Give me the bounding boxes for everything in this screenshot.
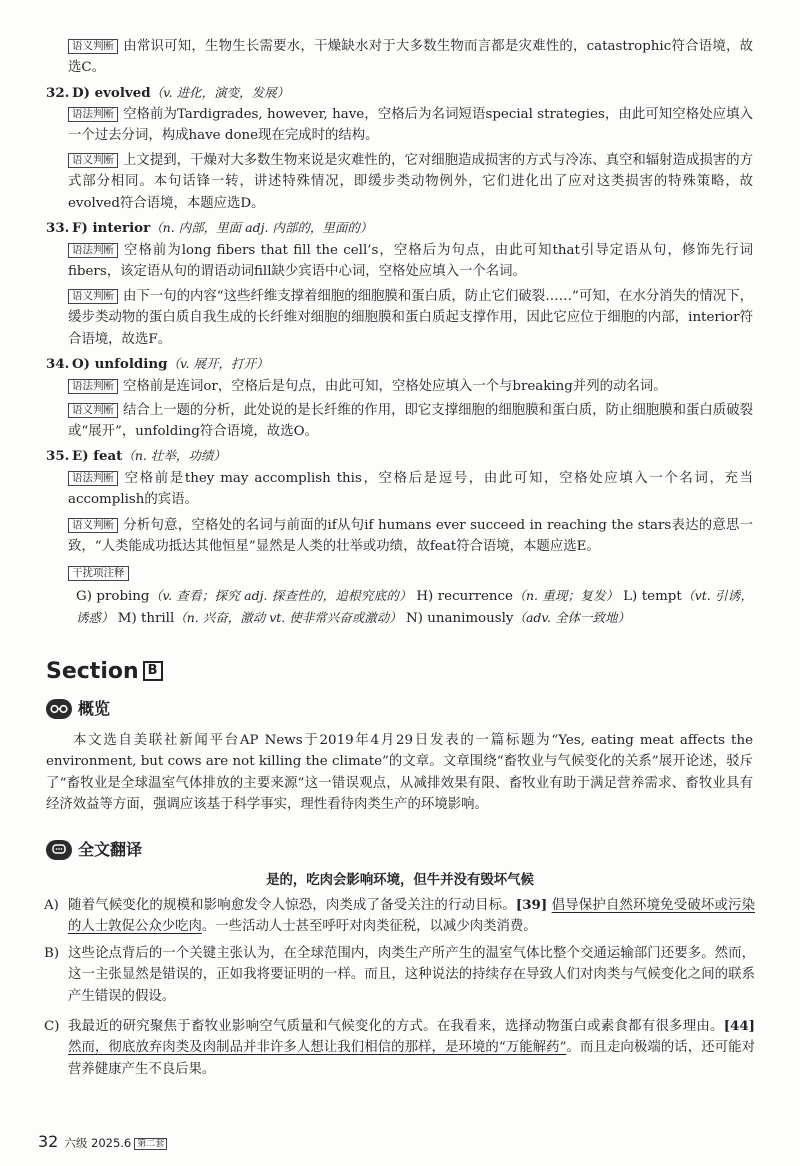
- grammar-tag: 语法判断: [68, 471, 118, 486]
- para-a-letter: A): [44, 898, 59, 913]
- overview-title: 概览: [78, 699, 111, 718]
- section-label: Section: [46, 659, 139, 684]
- q35-semantic-text: 分析句意，空格处的名词与前面的if从句if humans ever succeed in reaching the stars表达的意思一致，“人类能成功抵达其他恒星”显然是人类的壮举或功绩，故feat符合语境，本题应选E。: [68, 518, 753, 555]
- translation-title: 全文翻译: [78, 840, 143, 859]
- distractor-n: N) unanimously: [406, 611, 514, 627]
- para-a-tail: 。一些活动人士甚至呼吁对肉类征税，以减少肉类消费。: [201, 919, 537, 935]
- q34-gloss: （v. 展开，打开）: [167, 356, 269, 371]
- distractor-n-gloss: （adv. 全体一致地）: [513, 610, 630, 626]
- page-number: 32: [38, 1132, 59, 1151]
- semantic-tag: 语义判断: [68, 39, 118, 54]
- volume-badge: 第二套: [134, 1138, 167, 1150]
- distractor-l-gloss: （vt. 引诱，诱惑）: [76, 588, 753, 626]
- para-c-text: 我最近的研究聚焦于畜牧业影响空气质量和气候变化的方式。在我看来，选择动物蛋白或素食都有很多理由。: [68, 1019, 724, 1034]
- distractor-tag: 干扰项注释: [68, 566, 129, 581]
- q32-semantic-block: [68, 150, 753, 214]
- grammar-tag: 语法判断: [68, 107, 118, 122]
- section-title: [46, 658, 163, 686]
- para-c-letter: C): [44, 1019, 60, 1034]
- q32-gloss: （v. 进化，演变，发展）: [150, 85, 290, 100]
- q34-answer-word: O) unfolding: [72, 356, 168, 372]
- para-b: 这些论点背后的一个关键主张认为，在全球范围内，肉类生产所产生的温室气体比整个交通运输部门还要多。然而，这一主张显然是错误的，正如我将要证明的一样。而且，这种说法的持续存在导致人们对肉类与气候变化之间的联系产生错误的假设。: [68, 946, 755, 1004]
- q34-grammar-block: [68, 376, 753, 397]
- q32-grammar-block: [68, 104, 753, 147]
- q34-grammar-text: 空格前是连词or，空格后是句点，由此可知，空格处应填入一个与breaking并列的动名词。: [123, 379, 667, 394]
- q33-number: 33.: [46, 220, 70, 236]
- q33-semantic-block: [68, 286, 753, 350]
- q33-heading: [46, 217, 746, 239]
- distractor-h-gloss: （n. 重现；复发）: [512, 588, 619, 603]
- para-b-letter: B): [44, 946, 60, 961]
- distractor-tag-row: [68, 563, 753, 584]
- semantic-tag: 语义判断: [68, 518, 118, 533]
- para-c: [68, 1016, 755, 1080]
- para-a: [68, 895, 755, 938]
- semantic-tag: 语义判断: [68, 289, 118, 304]
- q31-semantic-text: 由常识可知，生物生长需要水，干燥缺水对于大多数生物而言都是灾难性的，catastrophic符合语境，故选C。: [68, 39, 753, 76]
- q33-answer-word: F) interior: [72, 220, 151, 236]
- grammar-tag: 语法判断: [68, 379, 118, 394]
- q35-semantic-block: [68, 515, 753, 558]
- q35-answer-word: E) feat: [72, 448, 123, 464]
- q34-number: 34.: [46, 356, 70, 372]
- distractor-m-gloss: （n. 兴奋，激动 vt. 使非常兴奋或激动）: [174, 610, 402, 626]
- q33-semantic-text: 由下一句的内容“这些纤维支撑着细胞的细胞膜和蛋白质，防止它们破裂……”可知，在水分消失的情况下，缓步类动物的蛋白质自我生成的长纤维对细胞的细胞膜和蛋白质起支撑作用，因此它应位于细胞的内部，interior符合语境，故选F。: [68, 289, 753, 347]
- q34-semantic-block: [68, 400, 753, 443]
- distractor-h: H) recurrence: [416, 589, 513, 604]
- q34-semantic-text: 结合上一题的分析，此处说的是长纤维的作用，即它支撑细胞的细胞膜和蛋白质，防止细胞膜和蛋白质破裂或“展开”，unfolding符合语境，故选O。: [68, 403, 753, 440]
- distractor-notes: [76, 585, 753, 630]
- q32-semantic-text: 上文提到，干燥对大多数生物来说是灾难性的，它对细胞造成损害的方式与冷冻、真空和辐射造成损害的方式部分相同。本句话锋一转，讲述特殊情况，即缓步类动物例外，它们进化出了应对这类损害的特殊策略，故evolved符合语境，本题应选D。: [68, 153, 753, 211]
- q33-grammar-text: 空格前为long fibers that fill the cell’s，空格后为句点，由此可知that引导定语从句，修饰先行词fibers，该定语从句的谓语动词fill缺少宾语中心词，空格处应填入一个名词。: [68, 243, 753, 280]
- overview-text: 本文选自美联社新闻平台AP News于2019年4月29日发表的一篇标题为“Yes, eating meat affects the environment, but cows are not killing the climate”的文章。文章围绕“畜牧业与气候变化的关系”展开论述，驳斥了“畜牧业是全球温室气体排放的主要来源”这一错误观点，从减排效果有限、畜牧业有助于满足营养需求、畜牧业具有经济效益等方面，强调应该基于科学事实，理性看待肉类生产的环境影响。: [46, 733, 753, 813]
- q32-grammar-text: 空格前为Tardigrades, however, have，空格后为名词短语special strategies，由此可知空格处应填入一个过去分词，构成have done现在完成时的结构。: [68, 107, 753, 144]
- q35-grammar-block: [68, 468, 753, 511]
- speech-bubble-icon: [46, 840, 72, 860]
- glasses-icon: [46, 699, 72, 719]
- translation-heading: [46, 838, 142, 862]
- para-c-tail: 。而且走向极端的话，还可能对营养健康产生不良后果。: [68, 1040, 755, 1077]
- para-c-underlined: 然而，彻底放弃肉类及肉制品并非许多人想让我们相信的那样，是环境的“万能解药”: [68, 1040, 567, 1056]
- q35-grammar-text: 空格前是they may accomplish this，空格后是逗号，由此可知，空格处应填入一个名词，充当accomplish的宾语。: [68, 471, 753, 508]
- q35-gloss: （n. 壮举，功绩）: [122, 448, 226, 463]
- distractor-l: L) tempt: [623, 589, 682, 604]
- q33-gloss: （n. 内部，里面 adj. 内部的，里面的）: [150, 220, 373, 235]
- para-a-text: 随着气候变化的规模和影响愈发令人惊恐，肉类成了备受关注的行动目标。: [68, 898, 516, 913]
- distractor-g: G) probing: [76, 589, 150, 604]
- q31-semantic-block: [68, 36, 753, 79]
- q34-heading: [46, 353, 746, 375]
- q35-heading: [46, 445, 746, 467]
- para-a-marker: [39]: [515, 897, 548, 913]
- distractor-m: M) thrill: [117, 611, 175, 627]
- grammar-tag: 语法判断: [68, 243, 118, 258]
- q32-heading: [46, 82, 746, 104]
- article-title: 是的，吃肉会影响环境，但牛并没有毁坏气候: [266, 872, 534, 888]
- issue-label: 六级 2025.6: [64, 1136, 132, 1150]
- q32-number: 32.: [46, 85, 70, 101]
- q33-grammar-block: [68, 240, 753, 283]
- q35-number: 35.: [46, 448, 70, 464]
- semantic-tag: 语义判断: [68, 153, 118, 168]
- overview-heading: [46, 697, 110, 721]
- semantic-tag: 语义判断: [68, 403, 118, 418]
- page-footer: [38, 1131, 167, 1155]
- section-letter: B: [143, 661, 163, 681]
- distractor-g-gloss: （v. 查看；探究 adj. 探查性的，追根究底的）: [149, 588, 412, 603]
- q32-answer-word: D) evolved: [72, 85, 151, 101]
- para-a-underlined: 倡导保护自然环境免受破坏或污染的人士敦促公众少吃肉: [68, 898, 755, 935]
- para-c-marker: [44]: [723, 1018, 755, 1034]
